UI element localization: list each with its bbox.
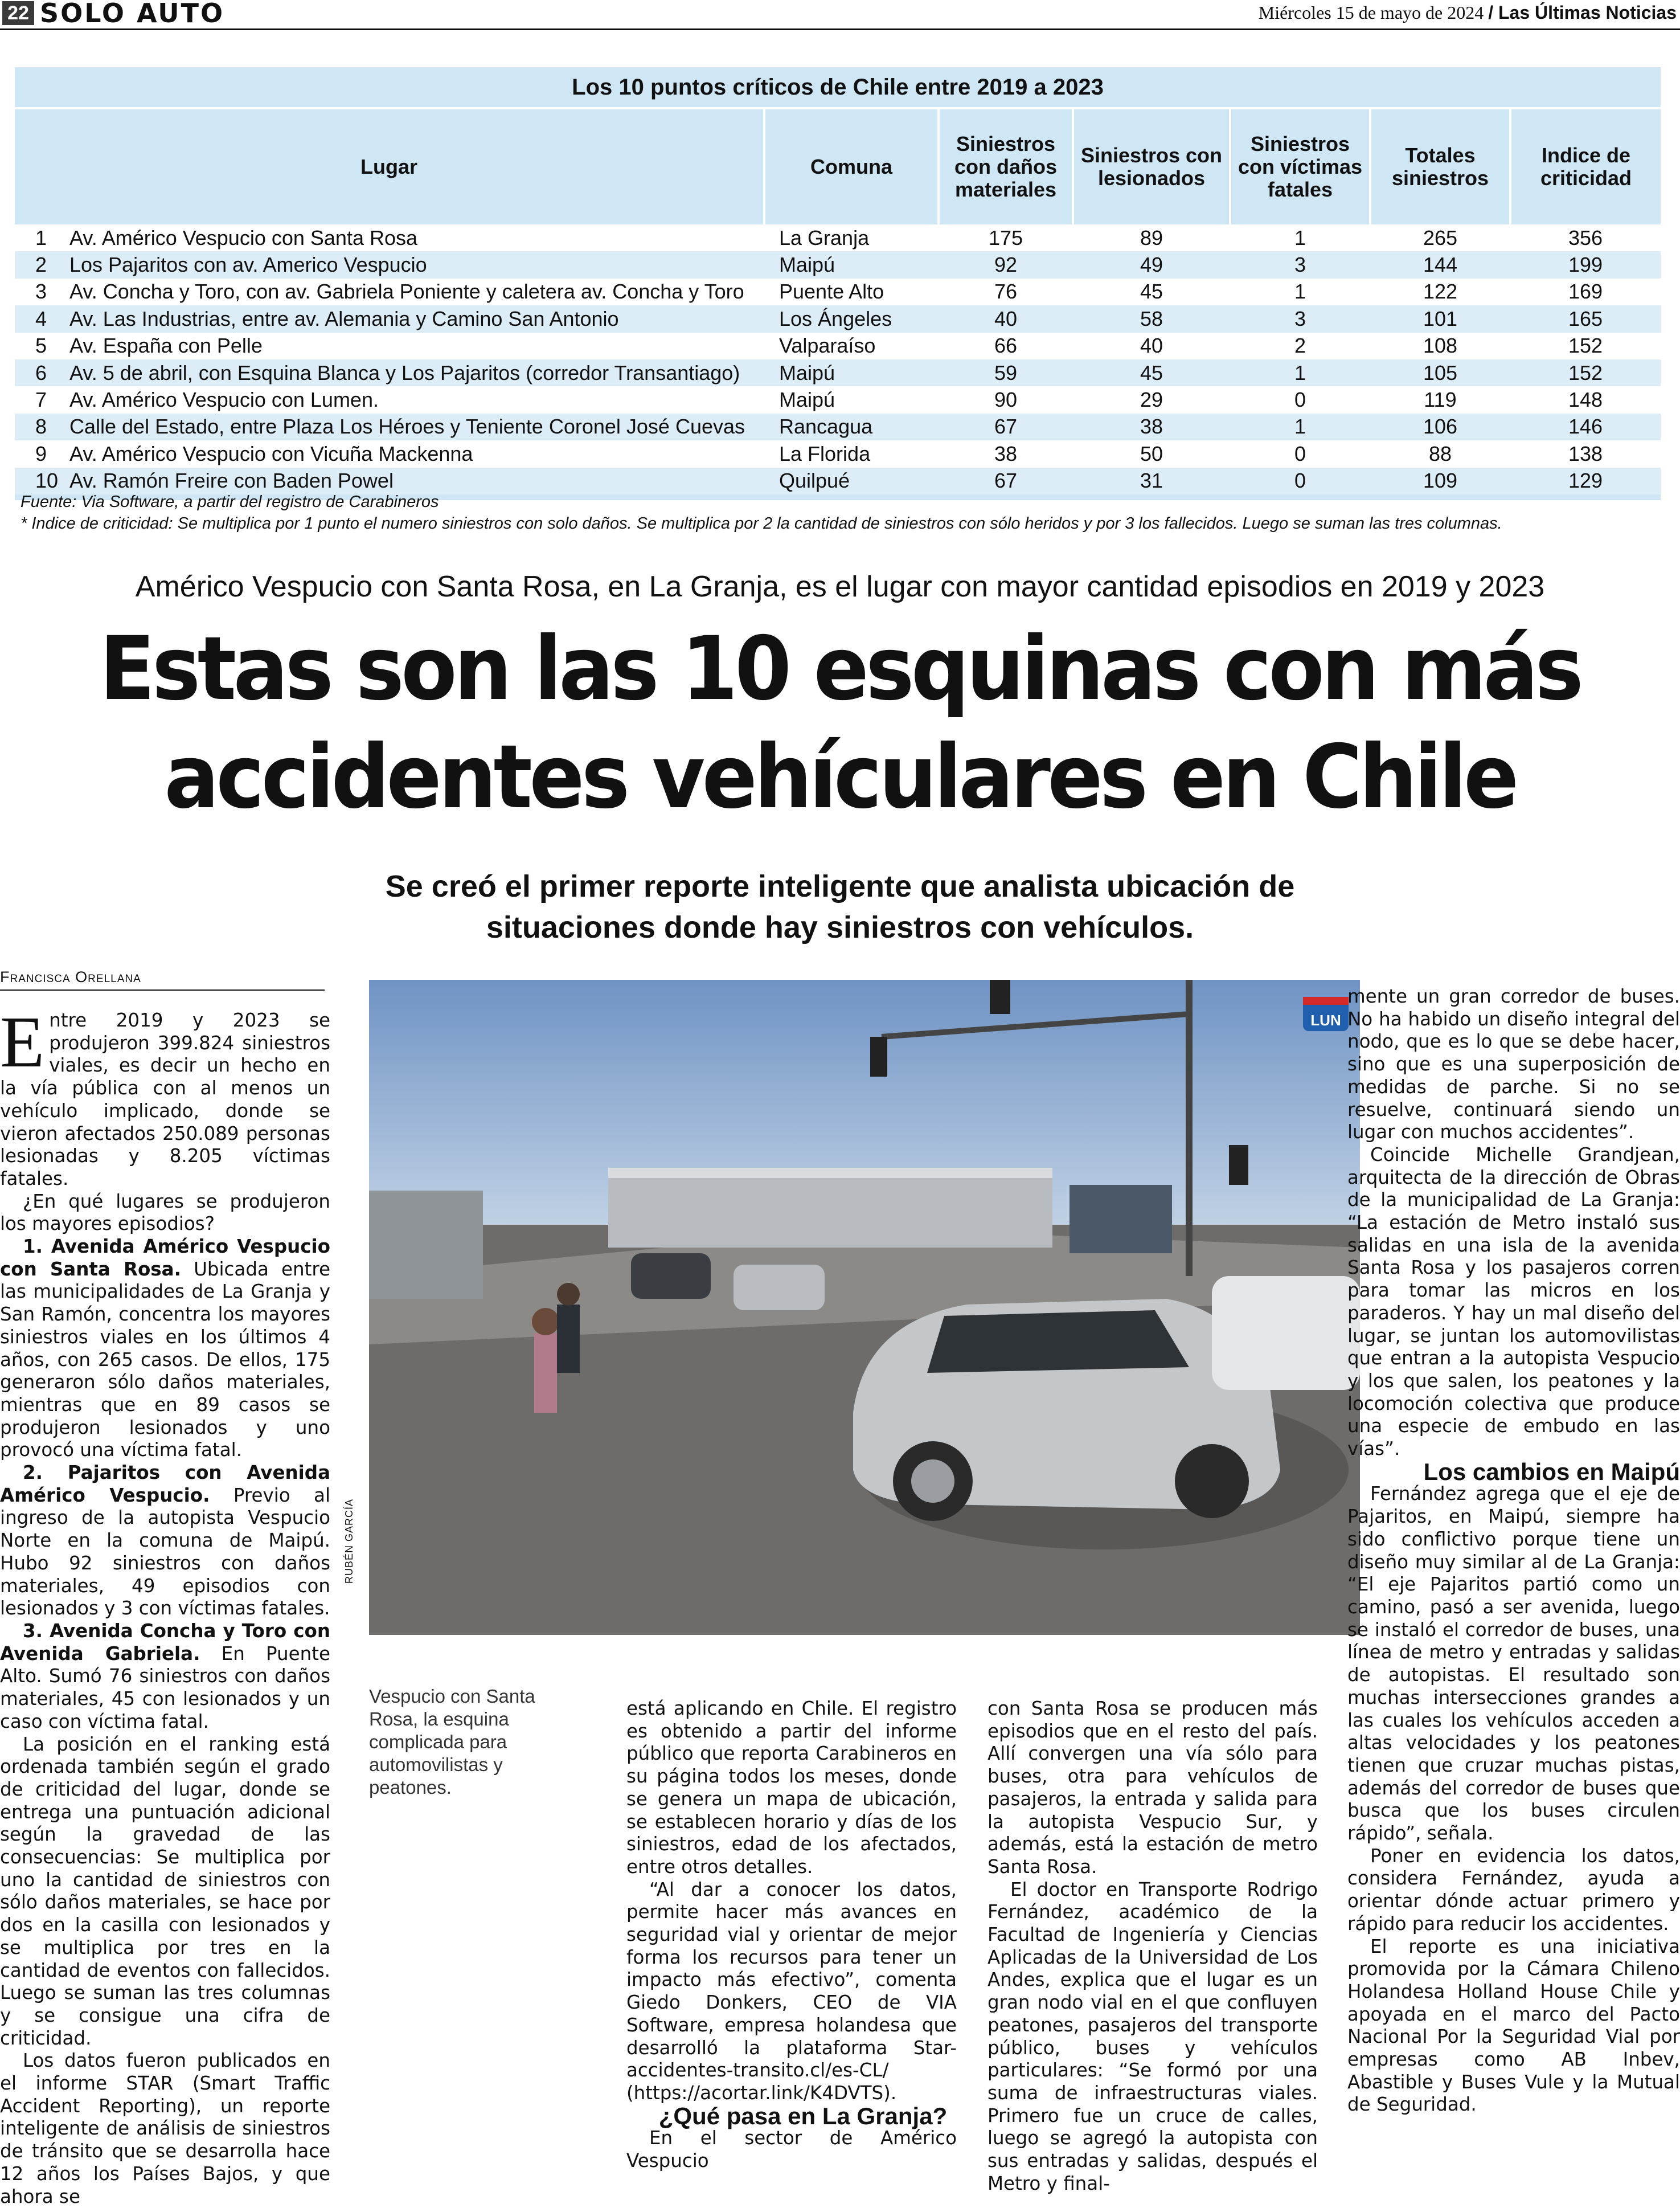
byline: Francisca Orellana	[0, 968, 325, 991]
comuna-cell: Maipú	[764, 359, 939, 386]
lesionados-cell: 89	[1140, 226, 1163, 250]
lugar-cell: Av. Américo Vespucio con Santa Rosa	[69, 226, 418, 250]
col-header-criticidad: Indice de criticidad	[1510, 108, 1661, 224]
totales-cell: 101	[1370, 305, 1510, 332]
table-header-row	[15, 108, 1661, 224]
lesionados-cell: 50	[1140, 441, 1163, 465]
lesionados-cell: 45	[1073, 359, 1230, 386]
criticidad-cell: 152	[1568, 334, 1603, 358]
table-row	[15, 305, 1661, 332]
paragraph: El doctor en Transporte Rodrigo Fernández, académico de la Facultad de Ingeniería y Ciencias Aplicadas de la Universidad de Los Andes, explica que el lugar es un gran nodo vial en el que confluyen peatones, pasajeros del transporte público, buses y vehículos particulares: “Se formó por una suma de infraestructuras viales. Primero fue un cruce de calles, luego se agregó la autopista con sus entradas y salidas, después el Metro y final-	[987, 1878, 1318, 2194]
article-column-3	[987, 1698, 1318, 2195]
paragraph: En el sector de Américo Vespucio	[626, 2127, 957, 2172]
criticidad-cell: 146	[1510, 414, 1661, 440]
danos-cell: 66	[994, 334, 1018, 358]
totales-cell: 88	[1428, 441, 1452, 465]
lesionados-cell: 58	[1073, 305, 1230, 332]
comuna-cell: Maipú	[779, 388, 835, 412]
table-footnote	[21, 491, 1502, 534]
lesionados-cell: 49	[1073, 251, 1230, 278]
table-row	[15, 440, 1661, 467]
danos-cell: 40	[939, 305, 1073, 332]
rank-cell: 9	[35, 441, 47, 465]
totales-cell: 119	[1424, 388, 1457, 412]
fatales-cell: 3	[1230, 305, 1370, 332]
lugar-cell: Av. Concha y Toro, con av. Gabriela Poniente y caletera av. Concha y Toro	[69, 280, 744, 304]
fatales-cell: 1	[1230, 414, 1370, 440]
headline-line-2: accidentes vehículares en Chile	[164, 726, 1516, 828]
table-row	[15, 414, 1661, 440]
paragraph: Entre 2019 y 2023 se produjeron 399.824 siniestros viales, es decir un hecho en la vía pública con al menos un vehículo implicado, donde se vieron afectados 250.089 personas lesionadas y 8.205 víctimas fatales.	[0, 1001, 330, 1189]
comuna-cell: Puente Alto	[779, 280, 884, 304]
fatales-cell: 1	[1230, 359, 1370, 386]
col-header-lesionados: Siniestros con lesionados	[1073, 108, 1230, 224]
danos-cell: 175	[988, 226, 1023, 250]
rank-cell: 5	[35, 334, 47, 358]
table-row	[15, 359, 1661, 386]
paragraph: mente un gran corredor de buses. No ha habido un diseño integral del nodo, que es lo que se debe hacer, sino que es una superposición de medidas de parche. Si no se resuelve, continuará siendo un lugar con muchos accidentes”.	[1347, 986, 1680, 1143]
lugar-cell: Av. Américo Vespucio con Lumen.	[69, 388, 379, 412]
kicker: Américo Vespucio con Santa Rosa, en La Granja, es el lugar con mayor cantidad episodios en 2019 y 2023	[135, 570, 1545, 603]
fatales-cell: 1	[1294, 226, 1306, 250]
criticidad-cell: 152	[1510, 359, 1661, 386]
lesionados-cell: 40	[1140, 334, 1163, 358]
danos-cell: 92	[939, 251, 1073, 278]
totales-cell: 105	[1370, 359, 1510, 386]
fatales-cell: 2	[1294, 334, 1306, 358]
fatales-cell: 0	[1294, 388, 1306, 412]
issue-date	[1259, 2, 1677, 23]
comuna-cell: Rancagua	[764, 414, 939, 440]
paragraph: Coincide Michelle Grandjean, arquitecta de la dirección de Obras de la municipalidad de La Granja: “La estación de Metro instaló sus salidas en una isla de la avenida Santa Rosa y los pasajeros corren para tomar las micros en los paraderos. Y hay un mal diseño del lugar, se juntan los automovilistas que entran a la autopista Vespucio y los que salen, los peatones y la locomoción colectiva que produce una especie de embudo en las vías”.	[1347, 1143, 1680, 1460]
date-text: Miércoles 15 de mayo de 2024	[1258, 2, 1484, 23]
criticidad-cell: 165	[1510, 305, 1661, 332]
intersection-photo-illustration	[369, 980, 1360, 1635]
lugar-cell: Av. Américo Vespucio con Vicuña Mackenna	[69, 441, 473, 465]
paragraph: con Santa Rosa se producen más episodios que en el resto del país. Allí convergen una vía sólo para buses, otra para vehículos de pasajeros, la entrada y salida para la autopista Vespucio Sur, y además, está la estación de metro Santa Rosa.	[987, 1698, 1318, 1878]
paragraph: La posición en el ranking está ordenada también según el grado de criticidad del lugar, donde se entrega una puntuación adicional según la gravedad de las consecuencias: Se multiplica por uno la cantidad de siniestros con sólo daños materiales, se hace por dos en la casilla con lesionados y se multiplica por tres en la cantidad de eventos con fallecidos. Luego se suman las tres columnas y se consigue una cifra de criticidad.	[0, 1733, 330, 2049]
table-source: Fuente: Via Software, a partir del registro de Carabineros	[21, 493, 439, 511]
comuna-cell: Los Ángeles	[764, 305, 939, 332]
page-number: 22	[2, 1, 34, 25]
lesionados-cell: 45	[1140, 280, 1163, 304]
table-row	[15, 333, 1661, 359]
critical-points-table	[15, 67, 1661, 500]
criticidad-cell: 138	[1568, 441, 1603, 465]
drop-cap: E	[0, 1001, 45, 1082]
rank-cell: 4	[15, 305, 69, 332]
lesionados-cell: 29	[1140, 388, 1163, 412]
totales-cell: 106	[1370, 414, 1510, 440]
table-title: Los 10 puntos críticos de Chile entre 2019 a 2023	[15, 67, 1661, 108]
paragraph: está aplicando en Chile. El registro es obtenido a partir del informe público que reporta Carabineros en su página todos los meses, donde se genera un mapa de ubicación, se establecen horario y días de los siniestros, edad de los afectados, entre otros detalles.	[626, 1698, 957, 1878]
rank-cell: 8	[15, 414, 69, 440]
comuna-cell: Valparaíso	[779, 334, 876, 358]
headline	[59, 615, 1621, 832]
article-column-4	[1347, 986, 1680, 2116]
criticidad-cell: 148	[1568, 388, 1603, 412]
rank-cell: 6	[15, 359, 69, 386]
paragraph: 3. Avenida Concha y Toro con Avenida Gabriela. En Puente Alto. Sumó 76 siniestros con daños materiales, 45 con lesionados y un caso con víctima fatal.	[0, 1620, 330, 1732]
lugar-cell: Calle del Estado, entre Plaza Los Héroes y Teniente Coronel José Cuevas	[69, 414, 764, 440]
subheading: Los cambios en Maipú	[1423, 1458, 1680, 1485]
col-header-danos: Siniestros con daños materiales	[939, 108, 1073, 224]
col-header-fatales: Siniestros con víctimas fatales	[1230, 108, 1370, 224]
table-row	[15, 279, 1661, 305]
danos-cell: 90	[994, 388, 1018, 412]
photo-credit: RUBÉN GARCÍA	[343, 1498, 355, 1584]
publication-name: / Las Últimas Noticias	[1488, 2, 1677, 23]
col-header-comuna: Comuna	[764, 108, 939, 224]
col-header-totales: Totales siniestros	[1370, 108, 1510, 224]
fatales-cell: 0	[1294, 441, 1306, 465]
col-header-lugar: Lugar	[15, 108, 764, 224]
article-column-2	[626, 1698, 957, 2173]
paragraph: Los datos fueron publicados en el informe STAR (Smart Traffic Accident Reporting), un reporte inteligente de análisis de siniestros de tránsito que se desarrolla hace 12 años los Países Bajos, y que ahora se	[0, 2050, 330, 2207]
totales-cell: 122	[1423, 280, 1458, 304]
totales-cell: 144	[1370, 251, 1510, 278]
danos-cell: 67	[939, 414, 1073, 440]
paragraph: 1. Avenida Américo Vespucio con Santa Rosa. Ubicada entre las municipalidades de La Granja y San Ramón, concentra los mayores siniestros viales en los últimos 4 años, con 265 casos. De ellos, 175 generaron sólo daños materiales, mientras que en 89 casos se produjeron lesionados y uno provocó una víctima fatal.	[0, 1236, 331, 1461]
rank-cell: 10	[15, 468, 69, 497]
table-row	[15, 251, 1661, 278]
lesionados-cell: 38	[1073, 414, 1230, 440]
street-photo	[369, 980, 1360, 1635]
rank-cell: 7	[35, 388, 47, 412]
fatales-cell: 0	[1230, 468, 1370, 497]
table-row	[15, 224, 1661, 251]
totales-cell: 109	[1370, 468, 1510, 497]
deck	[0, 866, 1680, 948]
rank-cell: 3	[35, 280, 47, 304]
criticidad-cell: 129	[1510, 468, 1661, 497]
comuna-cell: Maipú	[764, 251, 939, 278]
fatales-cell: 1	[1294, 280, 1306, 304]
danos-cell: 38	[994, 441, 1018, 465]
lesionados-cell: 31	[1073, 468, 1230, 497]
deck-line-1: Se creó el primer reporte inteligente que analista ubicación de	[385, 869, 1295, 903]
totales-cell: 108	[1423, 334, 1458, 358]
deck-line-2: situaciones donde hay siniestros con vehículos.	[486, 910, 1194, 944]
paragraph: Poner en evidencia los datos, considera Fernández, ayuda a orientar dónde actuar primero y rápido para reducir los accidentes.	[1347, 1845, 1680, 1935]
fatales-cell: 3	[1230, 251, 1370, 278]
criticidad-cell: 199	[1510, 251, 1661, 278]
lugar-cell: Los Pajaritos con av. Americo Vespucio	[69, 251, 764, 278]
headline-line-1: Estas son las 10 esquinas con más	[99, 618, 1581, 720]
paragraph: “Al dar a conocer los datos, permite hacer más avances en seguridad vial y orientar de mejor forma los recursos para tener un impacto más efectivo”, comenta Giedo Donkers, CEO de VIA Software, empresa holandesa que desarrolló la plataforma Star-accidentes-transito.cl/es-CL/ (https://acortar.link/K4DVTS).	[626, 1878, 957, 2104]
totales-cell: 265	[1423, 226, 1458, 250]
article-column-1	[0, 1001, 331, 2208]
subheading: ¿Qué pasa en La Granja?	[658, 2102, 948, 2129]
paragraph: Fernández agrega que el eje de Pajaritos, en Maipú, siempre ha sido conflictivo porque tiene un diseño muy similar al de La Granja: “El eje Pajaritos partió como un camino, pasó a ser avenida, luego se instaló el corredor de buses, una línea de metro y entradas y salidas de autopistas. El resultado son muchas intersecciones grandes a las cuales los vehículos acceden a altas velocidades y los peatones tienen que cruzar muchas pistas, además del corredor de buses que busca que los buses circulen rápido”, señala.	[1347, 1483, 1680, 1845]
photo-caption: Vespucio con Santa Rosa, la esquina complicada para automovilistas y peatones.	[369, 1686, 535, 1798]
lugar-cell: Av. 5 de abril, con Esquina Blanca y Los Pajaritos (corredor Transantiago)	[69, 359, 764, 386]
comuna-cell: La Florida	[779, 441, 871, 465]
table-note: * Indice de criticidad: Se multiplica por 1 punto el numero siniestros con solo daños. Se multiplica por 2 la cantidad de siniestros con sólo heridos y por 3 los fallecidos. Luego se suman las tres columnas.	[21, 514, 1502, 533]
rank-cell: 2	[15, 251, 69, 278]
danos-cell: 67	[939, 468, 1073, 497]
rank-cell: 1	[35, 226, 47, 250]
danos-cell: 59	[939, 359, 1073, 386]
paragraph: 2. Pajaritos con Avenida Américo Vespucio. Previo al ingreso de la autopista Vespucio Norte en la comuna de Maipú. Hubo 92 siniestros con daños materiales, 49 episodios con lesionados y 3 con víctimas fatales.	[0, 1462, 330, 1620]
criticidad-cell: 356	[1568, 226, 1603, 250]
table-row	[15, 386, 1661, 413]
comuna-cell: La Granja	[779, 226, 870, 250]
paragraph: El reporte es una iniciativa promovida por la Cámara Chileno Holandesa Holland House Chile y apoyada en el marco del Pacto Nacional Por la Seguridad Vial por empresas como AB Inbev, Abastible y Buses Vule y la Mutual de Seguridad.	[1347, 1935, 1680, 2116]
danos-cell: 76	[994, 280, 1018, 304]
lun-badge: LUN	[1310, 1012, 1341, 1029]
lugar-cell: Av. Las Industrias, entre av. Alemania y Camino San Antonio	[69, 305, 764, 332]
criticidad-cell: 169	[1568, 280, 1603, 304]
comuna-cell: Quilpué	[764, 468, 939, 497]
paragraph: ¿En qué lugares se produjeron los mayores episodios?	[0, 1190, 330, 1235]
section-title: SOLO AUTO	[40, 0, 225, 28]
lugar-cell: Av. Ramón Freire con Baden Powel	[69, 468, 764, 497]
lugar-cell: Av. España con Pelle	[69, 334, 263, 358]
